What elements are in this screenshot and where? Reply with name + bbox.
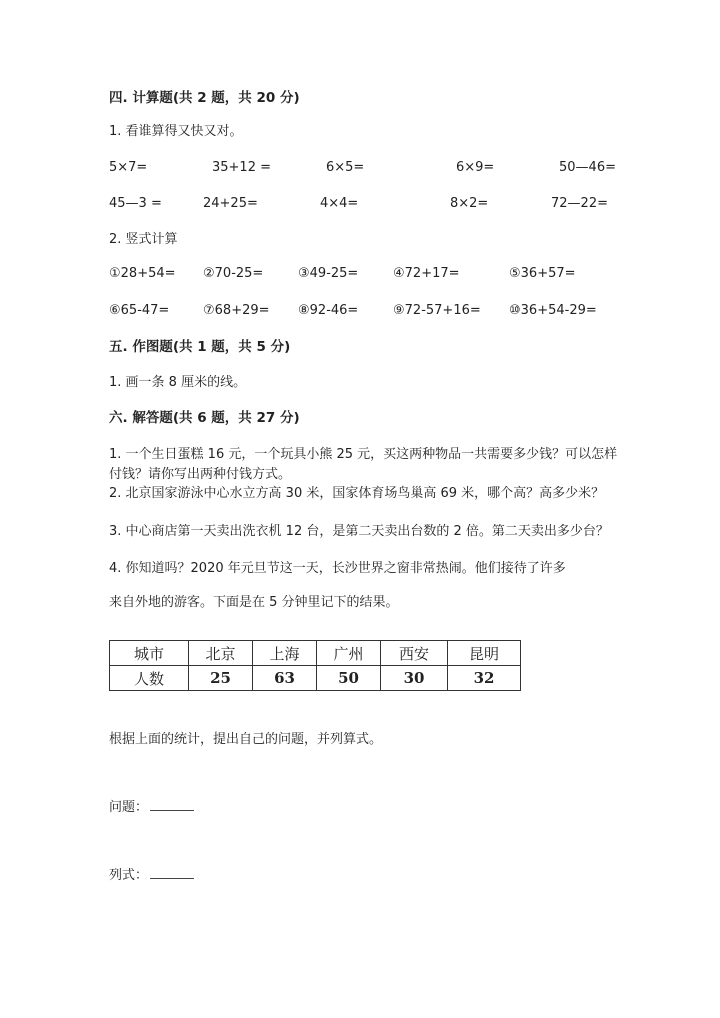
- vertical-calc-item: ⑨72-57+16=: [393, 303, 481, 318]
- visitor-stats-table: [109, 640, 521, 691]
- table-cell-count: 30: [381, 666, 448, 691]
- question-answer-line: [109, 798, 194, 817]
- formula-label: 列式：: [109, 868, 149, 883]
- vertical-calc-item: ⑦68+29=: [203, 303, 270, 318]
- q2-title: 2. 竖式计算: [109, 232, 178, 247]
- vertical-calc-item: ①28+54=: [109, 266, 176, 281]
- vertical-calc-item: ②70-25=: [203, 266, 264, 281]
- word-problem-2: 2. 北京国家游泳中心水立方高 30 米，国家体育场鸟巢高 69 米，哪个高？高多少米？: [109, 486, 605, 501]
- table-cell-city: 西安: [381, 641, 448, 666]
- section-4-title: 四. 计算题(共 2 题，共 20 分): [109, 90, 300, 106]
- calc-item: 24+25=: [203, 196, 258, 211]
- table-cell-count: 25: [189, 666, 253, 691]
- table-cell-city: 昆明: [448, 641, 521, 666]
- vertical-calc-item: ⑧92-46=: [298, 303, 359, 318]
- formula-answer-line: [109, 866, 194, 885]
- q1-title: 1. 看谁算得又快又对。: [109, 124, 243, 139]
- table-row: [110, 666, 521, 691]
- calc-item: 72—22=: [551, 196, 608, 211]
- vertical-calc-item: ⑤36+57=: [509, 266, 576, 281]
- section-5-title: 五. 作图题(共 1 题，共 5 分): [109, 339, 291, 355]
- word-problem-4-line1: 4. 你知道吗？2020 年元旦节这一天，长沙世界之窗非常热闹。他们接待了许多: [109, 561, 566, 576]
- table-cell-city: 北京: [189, 641, 253, 666]
- calc-item: 5×7=: [109, 160, 148, 175]
- table-cell-count: 63: [253, 666, 317, 691]
- table-cell-city: 广州: [317, 641, 381, 666]
- stats-prompt: 根据上面的统计，提出自己的问题，并列算式。: [109, 732, 383, 747]
- table-cell-count: 32: [448, 666, 521, 691]
- calc-item: 8×2=: [450, 196, 489, 211]
- calc-item: 45—3 =: [109, 196, 162, 211]
- section-6-title: 六. 解答题(共 6 题，共 27 分): [109, 410, 300, 426]
- table-cell-city: 上海: [253, 641, 317, 666]
- row-label-city: 城市: [110, 641, 189, 666]
- vertical-calc-item: ④72+17=: [393, 266, 460, 281]
- drawing-question: 1. 画一条 8 厘米的线。: [109, 375, 247, 390]
- word-problem-1: 1. 一个生日蛋糕 16 元，一个玩具小熊 25 元，买这两种物品一共需要多少钱？可以怎样付钱？请你写出两种付钱方式。: [109, 447, 618, 482]
- table-cell-count: 50: [317, 666, 381, 691]
- table-row: [110, 641, 521, 666]
- vertical-calc-item: ③49-25=: [298, 266, 359, 281]
- calc-item: 6×9=: [456, 160, 495, 175]
- row-label-count: 人数: [110, 666, 189, 691]
- vertical-calc-item: ⑥65-47=: [109, 303, 170, 318]
- word-problem-3: 3. 中心商店第一天卖出洗衣机 12 台，是第二天卖出台数的 2 倍。第二天卖出多少台？: [109, 524, 609, 539]
- word-problem-4-line2: 来自外地的游客。下面是在 5 分钟里记下的结果。: [109, 595, 399, 610]
- question-blank[interactable]: [150, 798, 194, 811]
- question-label: 问题：: [109, 800, 149, 815]
- calc-item: 4×4=: [320, 196, 359, 211]
- calc-item: 6×5=: [326, 160, 365, 175]
- formula-blank[interactable]: [150, 866, 194, 879]
- vertical-calc-item: ⑩36+54-29=: [509, 303, 597, 318]
- calc-item: 35+12 =: [212, 160, 272, 175]
- calc-item: 50—46=: [559, 160, 616, 175]
